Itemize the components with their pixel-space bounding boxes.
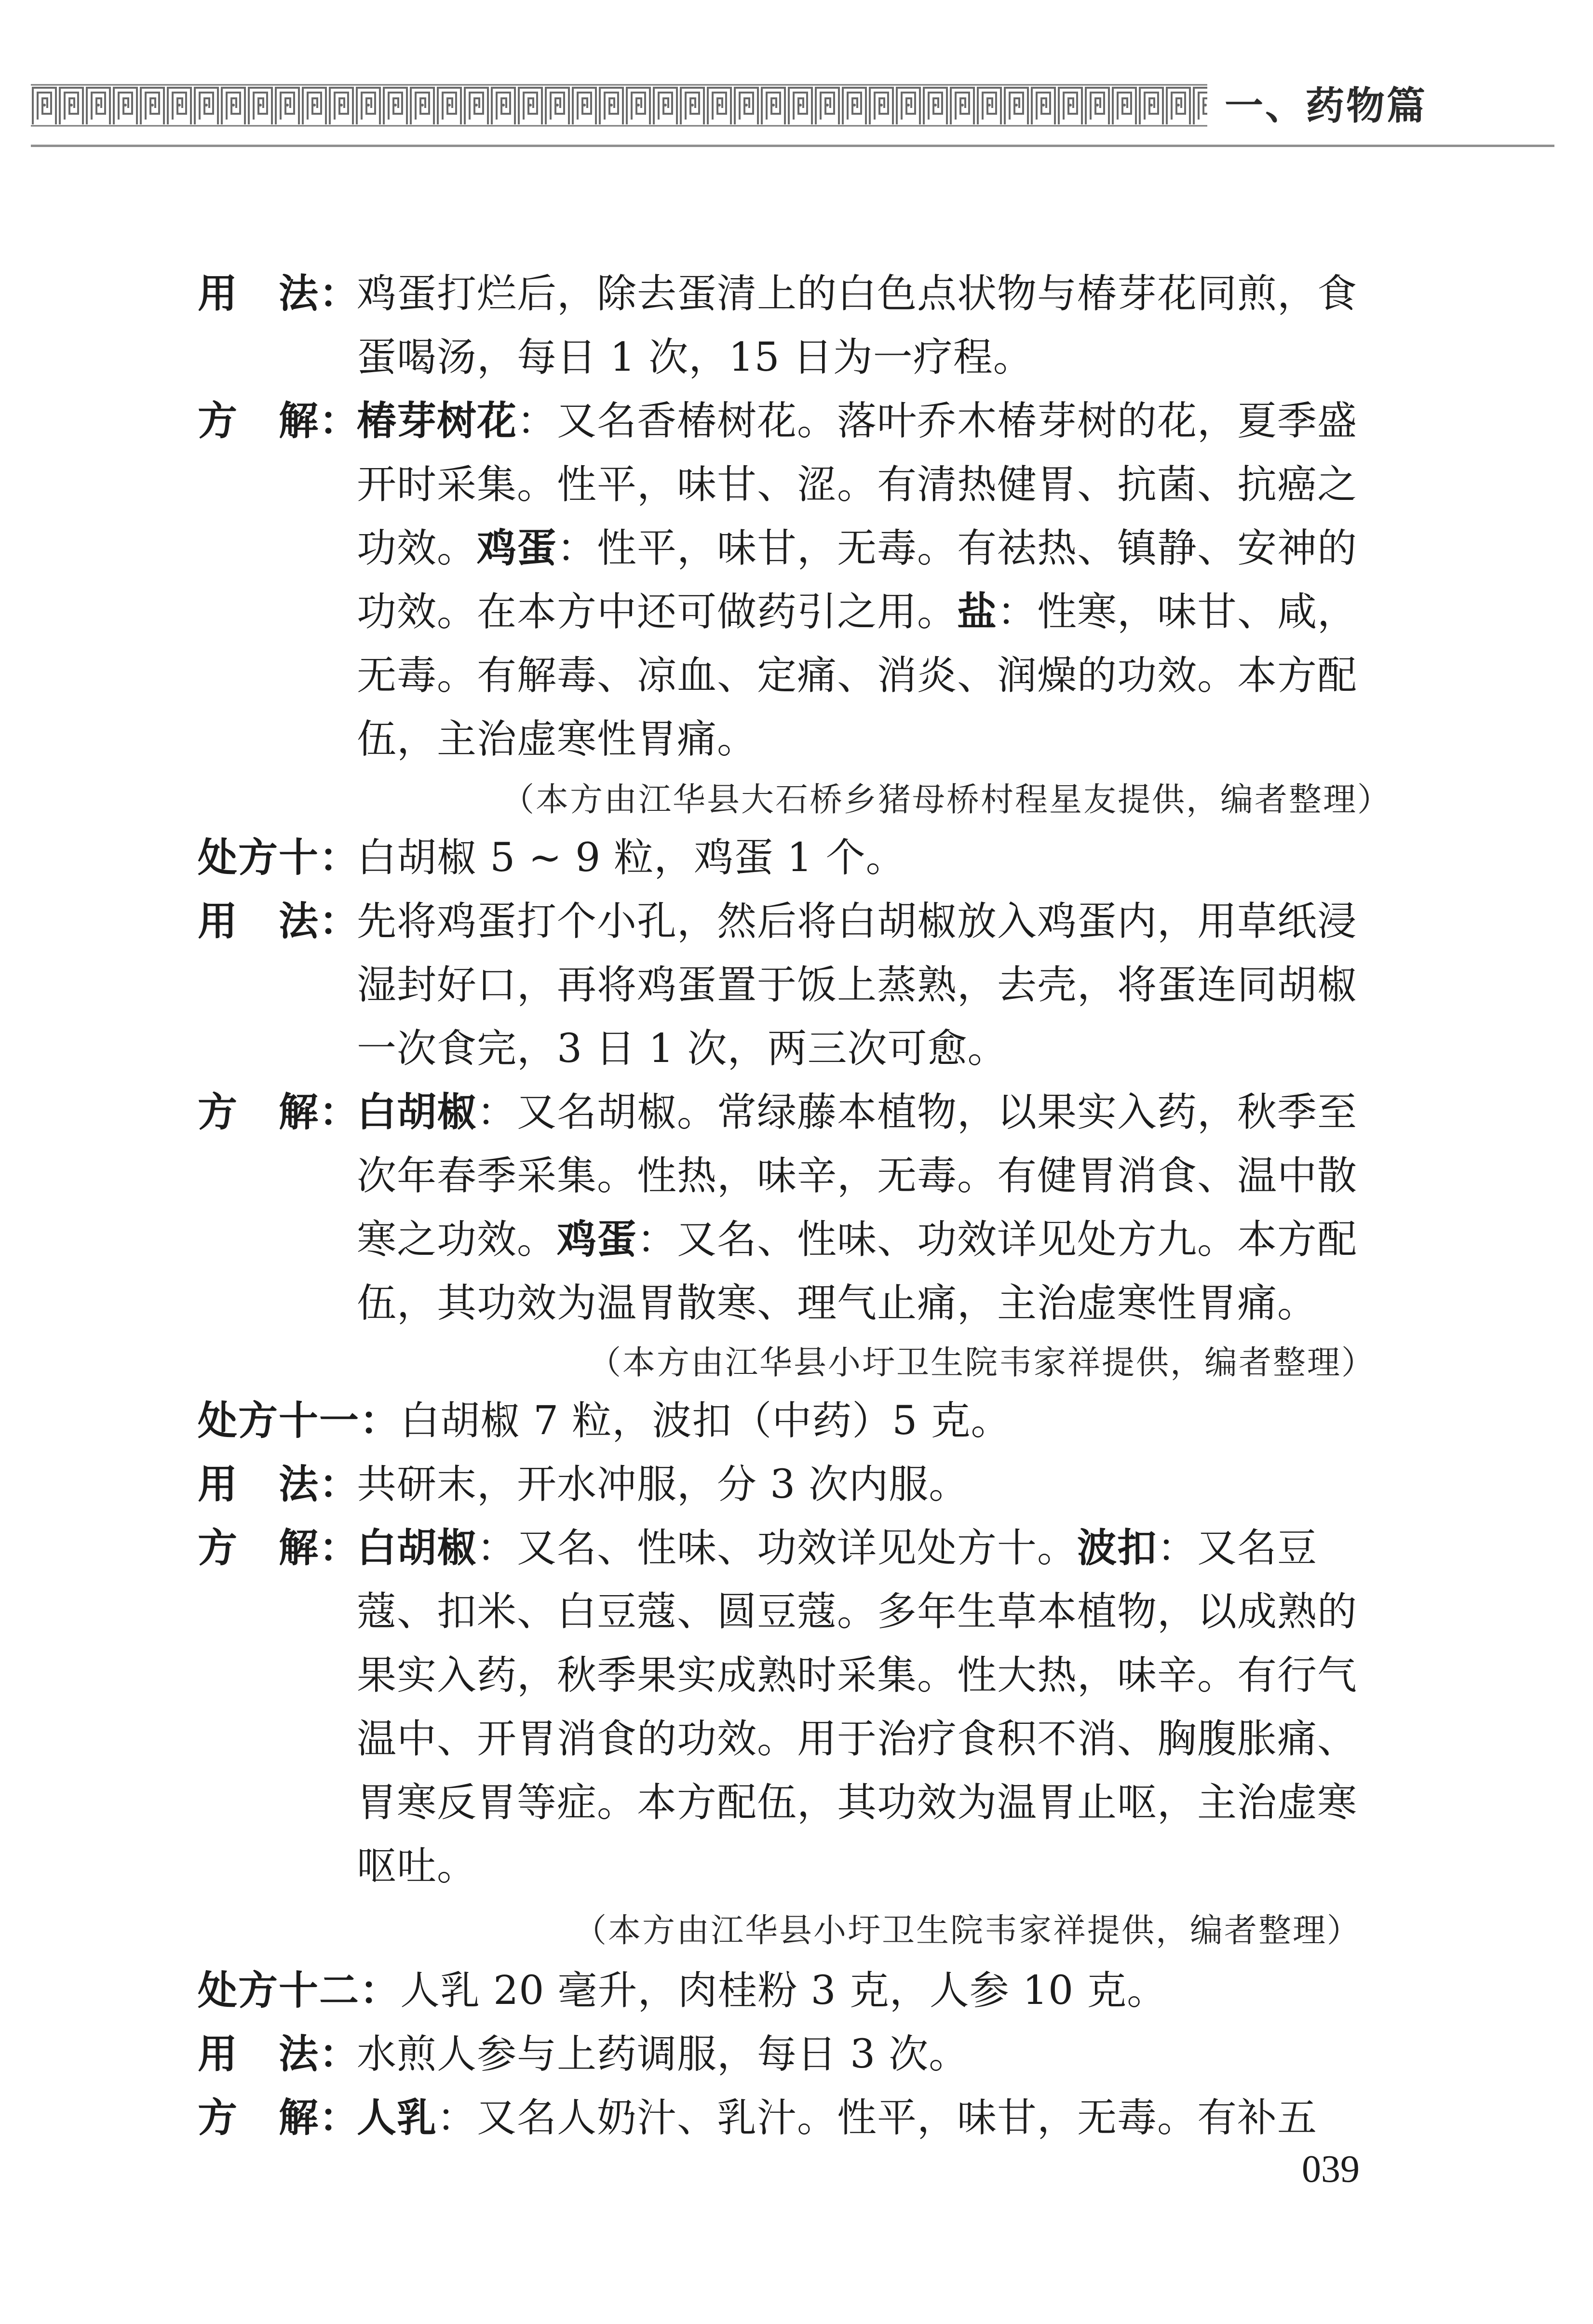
usage-text: 水煎人参与上药调服，每日 3 次。 [357,2031,969,2077]
text-line [0,1515,1593,1582]
section-label-usage: 用 法： [198,1462,360,1507]
page-number: 039 [1302,2148,1360,2190]
text-line: 开时采集。性平，味甘、涩。有清热健胃、抗菌、抗癌之 [357,462,1358,508]
herb-name: 盐 [957,589,998,635]
explanation-text: ：又名、性味、功效详见处方九。本方配 [637,1217,1358,1263]
text-line: 呕吐。 [357,1843,477,1889]
text-line: 胃寒反胃等症。本方配伍，其功效为温胃止呕，主治虚寒 [357,1780,1358,1826]
text-line [0,2084,1593,2152]
explanation-text: 功效。 [357,525,477,571]
explanation-text: ：性寒，味甘、咸， [997,589,1358,635]
source-note: （本方由江华县小圩卫生院韦家祥提供，编者整理） [574,1912,1362,1950]
herb-name: 鸡蛋 [477,525,557,571]
herb-name: 人乳 [357,2095,437,2141]
text-line [0,1957,1593,2025]
herb-name: 鸡蛋 [557,1217,637,1263]
herb-name: 波扣 [1077,1525,1158,1571]
explanation-text: 寒之功效。 [357,1217,557,1263]
text-line [0,260,1593,328]
text-line [0,388,1593,455]
text-line [0,1387,1593,1455]
text-line: 次年春季采集。性热，味辛，无毒。有健胃消食、温中散 [357,1153,1358,1199]
text-line: 蔻、扣米、白豆蔻、圆豆蔻。多年生草本植物，以成熟的 [357,1589,1358,1635]
text-line: 伍，其功效为温胃散寒、理气止痛，主治虚寒性胃痛。 [357,1280,1318,1326]
section-label-usage: 用 法： [198,2031,360,2077]
prescription-text: 人乳 20 毫升，肉桂粉 3 克，人参 10 克。 [400,1968,1167,2014]
explanation-text: ：又名人奶汁、乳汁。性平，味甘，无毒。有补五 [437,2095,1318,2141]
text-line: 无毒。有解毒、凉血、定痛、消炎、润燥的功效。本方配 [357,653,1358,699]
usage-text: 共研末，开水冲服，分 3 次内服。 [357,1462,969,1507]
usage-text: 先将鸡蛋打个小孔，然后将白胡椒放入鸡蛋内，用草纸浸 [357,899,1358,944]
explanation-text: ：又名、性味、功效详见处方十。 [477,1525,1078,1571]
text-line: 伍，主治虚寒性胃痛。 [357,716,757,762]
text-line [0,2021,1593,2088]
section-label-usage: 用 法： [198,271,360,317]
section-label-explanation: 方 解： [198,1525,360,1571]
explanation-text: ：又名胡椒。常绿藤本植物，以果实入药，秋季至 [477,1089,1358,1135]
herb-name: 白胡椒 [357,1089,477,1135]
text-line: 湿封好口，再将鸡蛋置于饭上蒸熟，去壳，将蛋连同胡椒 [357,962,1358,1008]
prescription-label: 处方十一： [198,1398,401,1444]
explanation-text: ：性平，味甘，无毒。有祛热、镇静、安神的 [557,525,1358,571]
section-label-explanation: 方 解： [198,1089,360,1135]
section-label-explanation: 方 解： [198,2095,360,2141]
explanation-text: ：又名豆 [1157,1525,1318,1571]
prescription-text: 白胡椒 5 ~ 9 粒，鸡蛋 1 个。 [357,835,906,881]
herb-name: 白胡椒 [357,1525,477,1571]
source-note: （本方由江华县大石桥乡猪母桥村程星友提供，编者整理） [501,781,1392,819]
text-line [0,1079,1593,1146]
source-note: （本方由江华县小圩卫生院韦家祥提供，编者整理） [588,1344,1376,1382]
text-line: 果实入药，秋季果实成熟时采集。性大热，味辛。有行气 [357,1652,1358,1698]
text-line [0,824,1593,892]
prescription-label: 处方十： [198,835,360,881]
text-line [357,515,1357,582]
prescription-text: 白胡椒 7 粒，波扣（中药）5 克。 [400,1398,1011,1444]
explanation-text: ：又名香椿树花。落叶乔木椿芽树的花，夏季盛 [517,398,1358,444]
text-line [0,888,1593,955]
text-line [0,1451,1593,1518]
section-label-usage: 用 法： [198,899,360,944]
section-label-explanation: 方 解： [198,398,360,444]
text-line: 一次食完，3 日 1 次，两三次可愈。 [357,1026,1008,1072]
text-line: 蛋喝汤，每日 1 次，15 日为一疗程。 [357,335,1033,380]
usage-text: 鸡蛋打烂后，除去蛋清上的白色点状物与椿芽花同煎，食 [357,271,1358,317]
prescription-label: 处方十二： [198,1968,401,2014]
explanation-text: 功效。在本方中还可做药引之用。 [357,589,958,635]
text-line [357,578,1357,646]
section-title: 一、药物篇 [1225,83,1427,128]
herb-name: 椿芽树花 [357,398,517,444]
text-line [357,1206,1357,1274]
text-line: 温中、开胃消食的功效。用于治疗食积不消、胸腹胀痛、 [357,1716,1358,1762]
